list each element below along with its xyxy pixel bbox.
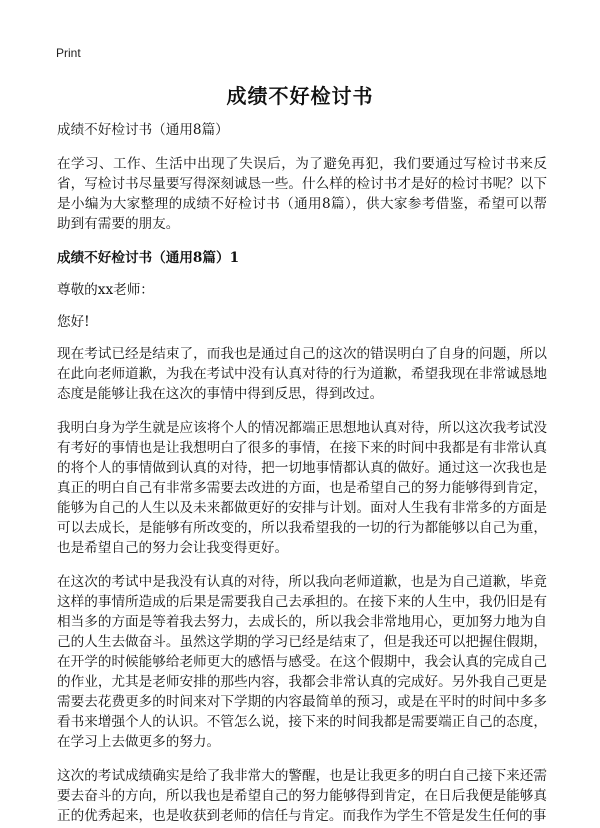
body-paragraph: 我明白身为学生就是应该将个人的情况都端正思想地认真对待，所以这次我考试没有考好的事情也是让我想明白了很多的事情，在接下来的时间中我都是有非常认真的将个人的事情做到认真的对待，把一切地事情都认真的做好。通过这一次我也是真正的明白自己有非常多需要去改进的方面，也是希望自己的努力能够得到肯定，能够为自己的人生以及未来都做更好的安排与计划。面对人生我有非常多的方面是可以去成长，是能够有所改变的，所以我希望我的一切的行为都能够以自己为重，也是希望自己的努力会让我变得更好。: [57, 420, 547, 556]
body-paragraph: 在这次的考试中是我没有认真的对待，所以我向老师道歉，也是为自己道歉，毕竟这样的事情所造成的后果是需要我自己去承担的。在接下来的人生中，我仍旧是有相当多的方面是等着我去努力，去成长的，所以我会非常地用心，更加努力地为自己的人生去做奋斗。虽然这学期的学习已经是结束了，但是我还可以把握住假期，在开学的时候能够给老师更大的感悟与感受。在这个假期中，我会认真的完成自己的作业，尤其是老师安排的那些内容，我都会非常认真的完成好。另外我自己更是需要去花费更多的时间来对下学期的内容最简单的预习，或是在平时的时间中多多看书来增强个人的认识。不管怎么说，接下来的时间我都是需要端正自己的态度，在学习上去做更多的努力。: [57, 574, 547, 750]
body-paragraph: 这次的考试成绩确实是给了我非常大的警醒，也是让我更多的明白自己接下来还需要去奋斗的方向，所以我也是希望自己的努力能够得到肯定，在日后我便是能够真正的优秀起来，也是收获到老师的信任与肯定。而我作为学生不管是发生任何的事: [57, 768, 547, 824]
print-link[interactable]: Print: [56, 46, 81, 60]
intro-paragraph: 在学习、工作、生活中出现了失误后，为了避免再犯，我们要通过写检讨书来反省，写检讨书尽量要写得深刻诚恳一些。什么样的检讨书才是好的检讨书呢？以下是小编为大家整理的成绩不好检讨书（通用8篇），供大家参考借鉴，希望可以帮助到有需要的朋友。: [57, 156, 547, 232]
document-subtitle: 成绩不好检讨书（通用8篇）: [57, 122, 229, 138]
page-title: 成绩不好检讨书: [226, 84, 374, 108]
greeting: 您好!: [57, 314, 90, 330]
section-heading: 成绩不好检讨书（通用8篇）1: [57, 250, 240, 266]
salutation: 尊敬的xx老师：: [57, 282, 154, 298]
document-body: [57, 120, 547, 828]
body-paragraph: 现在考试已经是结束了，而我也是通过自己的这次的错误明白了自身的问题，所以在此向老师道歉，为我在考试中没有认真对待的行为道歉，希望我现在非常诚恳地态度是能够让我在这次的事情中得到反思，得到改过。: [57, 346, 547, 402]
